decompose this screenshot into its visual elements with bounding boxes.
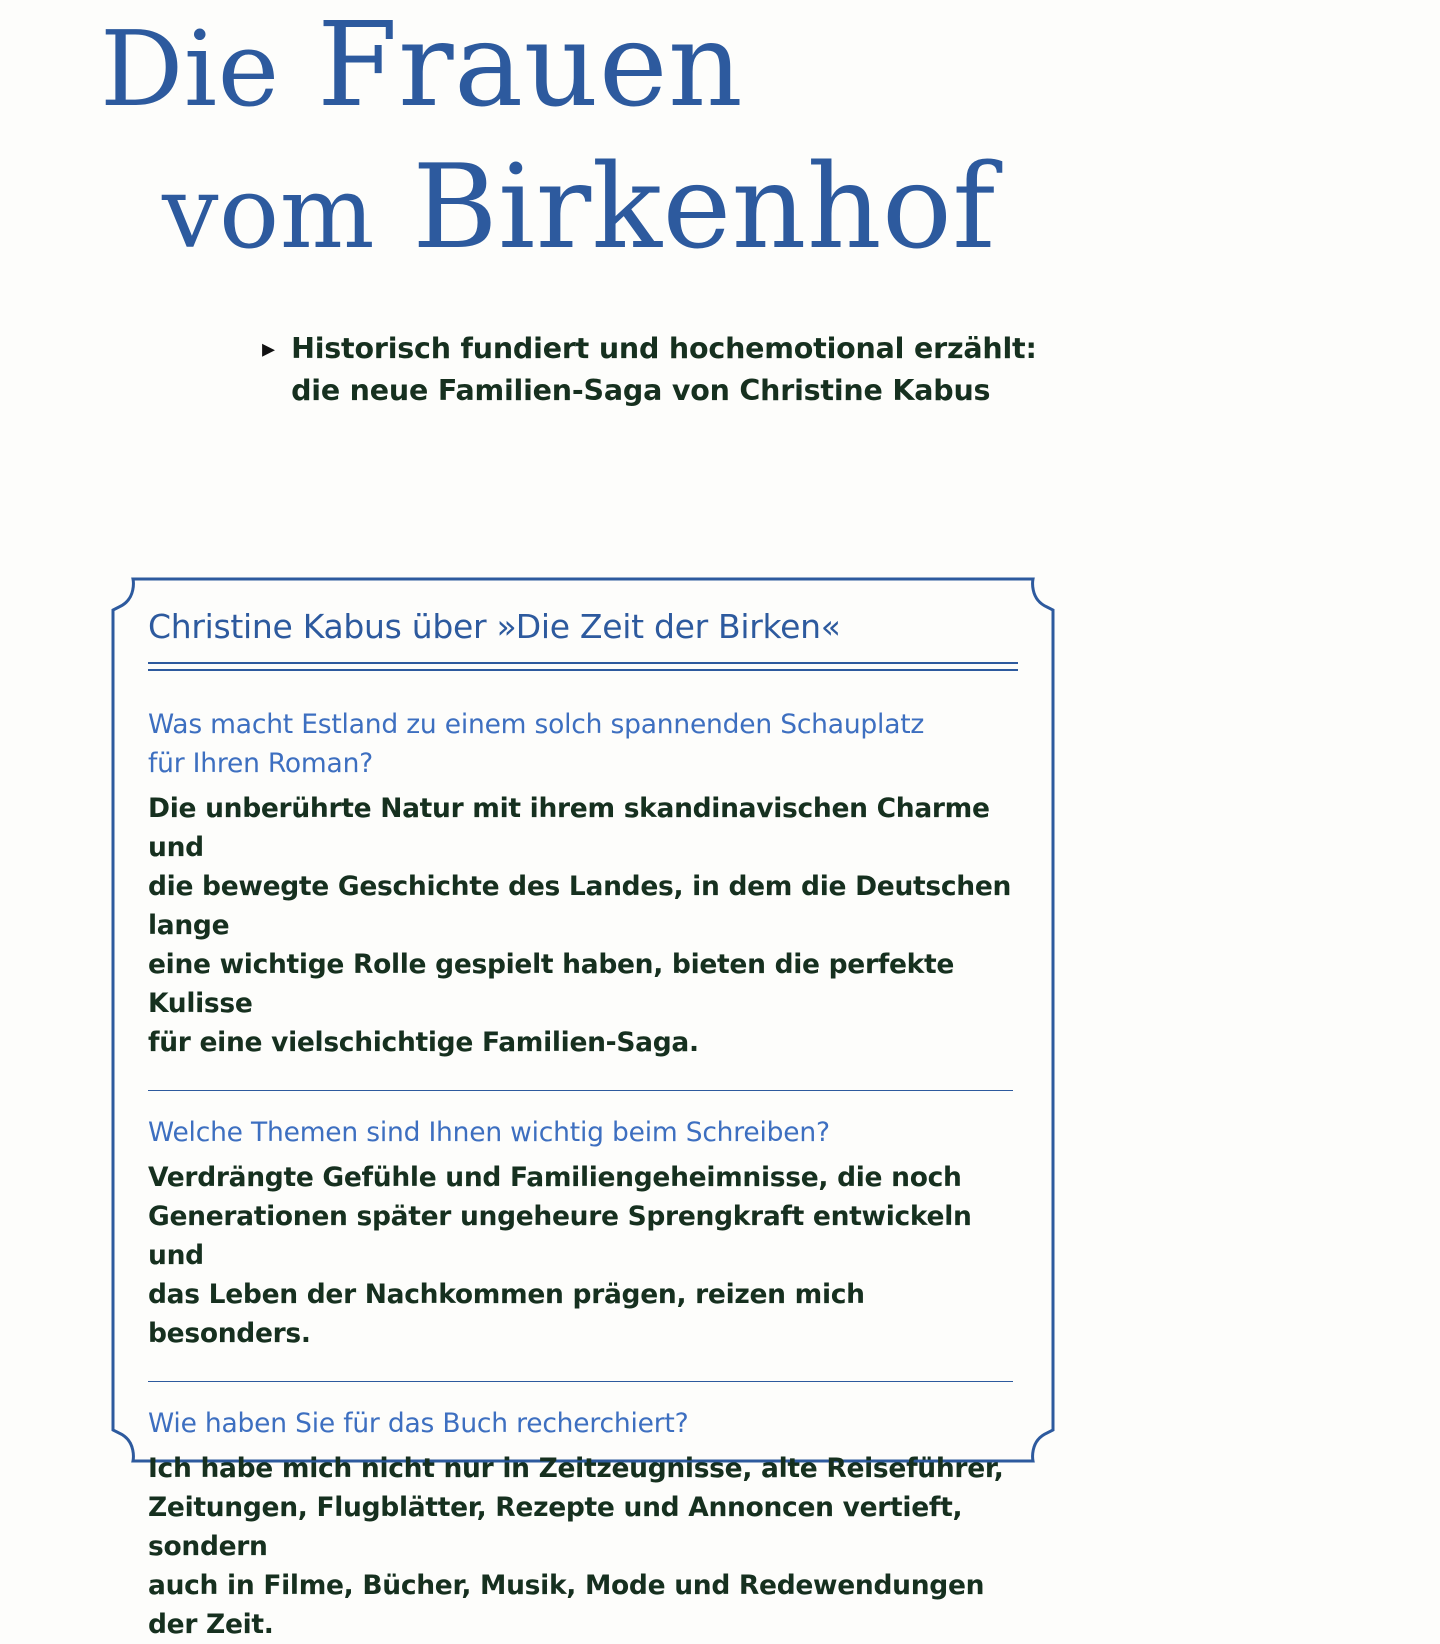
page-title [0,0,1440,275]
qa-answer-1-line-2: die bewegte Geschichte des Landes, in dem die Deutschen lange [148,871,1012,941]
qa-answer-1-line-1: Die unberührte Natur mit ihrem skandinavischen Charme und [148,793,990,863]
qa-question-1-line-2: für Ihren Roman? [148,748,374,779]
qa-question-2-line-1: Welche Themen sind Ihnen wichtig beim Schreiben? [148,1117,830,1148]
qa-question-1-line-1: Was macht Estland zu einem solch spannenden Schauplatz [148,709,925,740]
qa-answer-2 [148,1158,1018,1353]
qa-answer-1 [148,789,1018,1062]
qa-answer-3 [148,1449,1018,1644]
qa-question-3 [148,1404,1018,1443]
qa-answer-2-line-3: das Leben der Nachkommen prägen, reizen mich besonders. [148,1279,865,1349]
subtitle-block [0,328,1440,412]
title-word-frauen: Frauen [317,0,744,133]
qa-answer-3-line-2: Zeitungen, Flugblätter, Rezepte und Annoncen vertieft, sondern [148,1492,963,1562]
qa-answer-3-line-3: auch in Filme, Bücher, Musik, Mode und Redewendungen der Zeit. [148,1570,985,1640]
qa-item-1 [148,705,1018,1062]
qa-answer-2-line-1: Verdrängte Gefühle und Familiengeheimnisse, die noch [148,1162,962,1193]
title-line-1 [100,0,1380,133]
subtitle-line-1: Historisch fundiert und hochemotional erzählt: [291,332,1037,365]
qa-answer-3-line-1: Ich habe mich nicht nur in Zeitzeugnisse, alte Reiseführer, [148,1453,1004,1484]
qa-answer-1-line-4: für eine vielschichtige Familien-Saga. [148,1027,699,1058]
interview-title: Christine Kabus über »Die Zeit der Birken« [148,607,841,646]
title-word-die: Die [100,8,280,130]
subtitle-text [291,328,1037,412]
title-word-vom: vom [162,154,376,271]
qa-divider-2 [148,1381,1013,1382]
title-word-birkenhof: Birkenhof [412,140,996,275]
interview-content [148,607,1018,1644]
qa-question-2 [148,1113,1018,1152]
qa-question-1 [148,705,1018,783]
qa-question-3-line-1: Wie haben Sie für das Buch recherchiert? [148,1408,689,1439]
qa-divider-1 [148,1090,1013,1091]
title-line-2 [100,140,1380,275]
interview-panel [103,565,1063,1640]
qa-item-3 [148,1404,1018,1644]
qa-item-2 [148,1113,1018,1353]
title-divider [148,662,1018,671]
subtitle-line-2: die neue Familien-Saga von Christine Kabus [291,374,991,407]
triangle-right-icon: ▸ [262,334,276,364]
qa-answer-1-line-3: eine wichtige Rolle gespielt haben, bieten die perfekte Kulisse [148,949,955,1019]
qa-answer-2-line-2: Generationen später ungeheure Sprengkraft entwickeln und [148,1201,972,1271]
